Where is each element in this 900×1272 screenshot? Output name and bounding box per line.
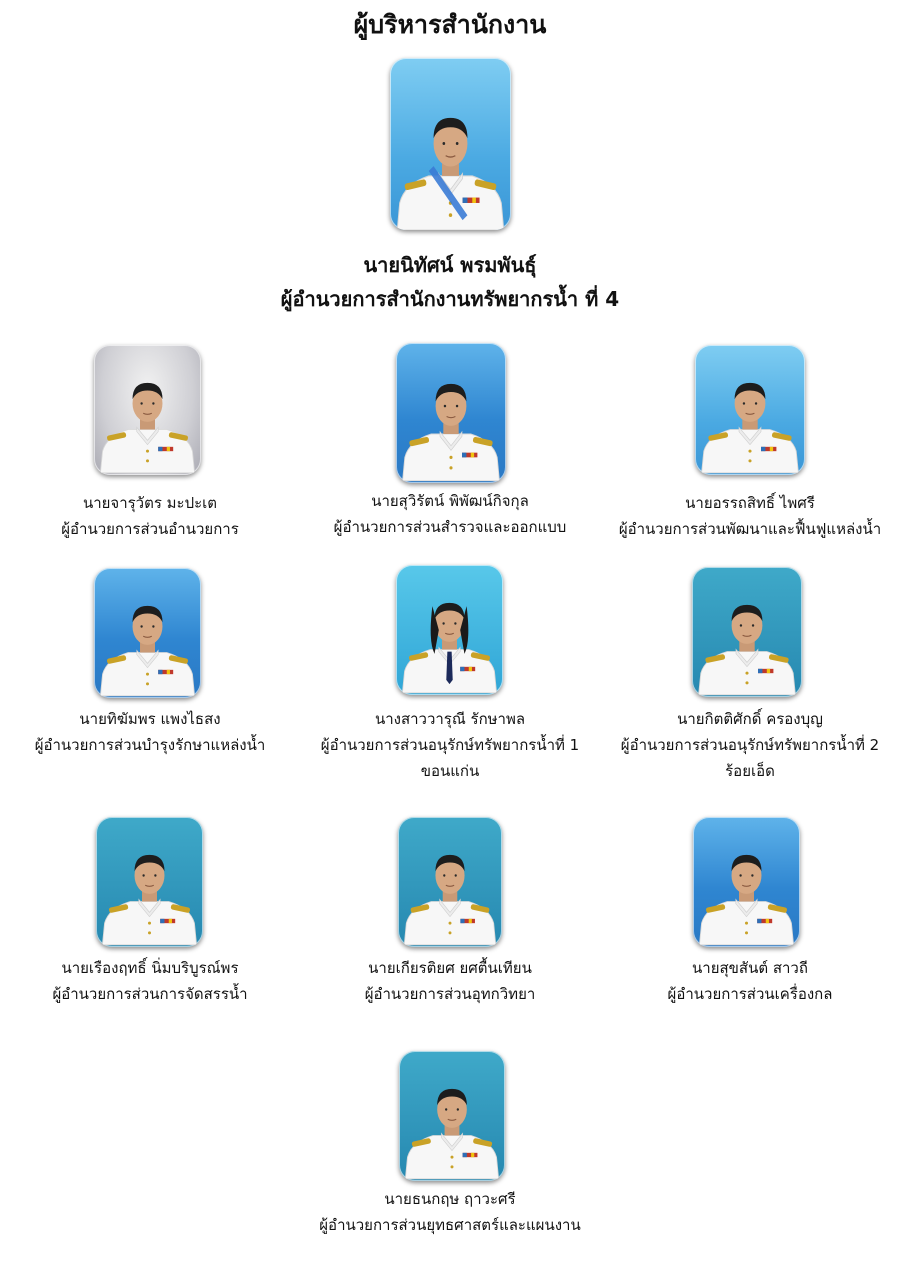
staff-position: ผู้อำนวยการส่วนพัฒนาและฟื้นฟูแหล่งน้ำ xyxy=(618,520,882,538)
staff-photo xyxy=(94,345,201,475)
director-photo xyxy=(390,58,511,230)
staff-position: ผู้อำนวยการส่วนบำรุงรักษาแหล่งน้ำ xyxy=(34,736,266,754)
director-name: นายนิทัศน์ พรมพันธุ์ xyxy=(363,253,537,277)
staff-name: นายเรืองฤทธิ์ นิ่มบริบูรณ์พร xyxy=(61,959,239,977)
staff-name: นายทิฆัมพร แพงไธสง xyxy=(79,710,221,728)
staff-position: ผู้อำนวยการส่วนการจัดสรรน้ำ xyxy=(52,985,248,1003)
staff-position: ผู้อำนวยการส่วนยุทธศาสตร์และแผนงาน xyxy=(319,1216,581,1234)
staff-name: นายกิตติศักดิ์ ครองบุญ xyxy=(677,710,823,728)
director-card xyxy=(0,250,900,320)
staff-photo xyxy=(94,568,201,698)
staff-card xyxy=(600,706,900,790)
staff-position: ผู้อำนวยการส่วนอนุรักษ์ทรัพยากรน้ำที่ 2 xyxy=(620,736,880,754)
staff-card xyxy=(600,490,900,546)
staff-card xyxy=(300,1186,600,1242)
staff-photo xyxy=(396,565,503,695)
staff-position: ผู้อำนวยการส่วนอำนวยการ xyxy=(61,520,239,538)
staff-name: นายเกียรติยศ ยศตื้นเทียน xyxy=(368,959,532,977)
staff-card xyxy=(300,488,600,544)
staff-name: นางสาววารุณี รักษาพล xyxy=(374,710,526,728)
staff-photo xyxy=(396,343,506,483)
staff-name: นายสุขสันต์ สาวถี xyxy=(692,959,808,977)
staff-position: ผู้อำนวยการส่วนอุทกวิทยา xyxy=(364,985,536,1003)
staff-card xyxy=(0,490,300,546)
staff-card xyxy=(0,955,300,1011)
staff-photo xyxy=(692,567,802,697)
staff-name: นายสุวิรัตน์ พิพัฒน์กิจกุล xyxy=(371,492,529,510)
staff-position: ผู้อำนวยการส่วนเครื่องกล xyxy=(667,985,833,1003)
staff-name: นายจารุวัตร มะปะเต xyxy=(82,494,218,512)
staff-photo xyxy=(695,345,805,475)
staff-photo xyxy=(693,817,800,947)
staff-position: ผู้อำนวยการส่วนอนุรักษ์ทรัพยากรน้ำที่ 1 xyxy=(320,736,580,754)
staff-position: ผู้อำนวยการส่วนสำรวจและออกแบบ xyxy=(333,518,567,536)
staff-position-line2: ร้อยเอ็ด xyxy=(725,762,775,780)
staff-card xyxy=(600,955,900,1011)
staff-position-line2: ขอนแก่น xyxy=(420,762,480,780)
director-portrait-image xyxy=(390,58,511,230)
staff-photo xyxy=(398,817,502,947)
staff-card xyxy=(0,706,300,762)
director-position: ผู้อำนวยการสำนักงานทรัพยากรน้ำ ที่ 4 xyxy=(280,287,620,311)
staff-photo xyxy=(399,1051,505,1181)
page-title: ผู้บริหารสำนักงาน xyxy=(353,10,547,39)
staff-card xyxy=(300,706,600,790)
staff-photo xyxy=(96,817,203,947)
staff-name: นายธนกฤษ ฤาวะศรี xyxy=(384,1190,516,1208)
staff-card xyxy=(300,955,600,1011)
staff-name: นายอรรถสิทธิ์ ไพศรี xyxy=(685,494,815,512)
